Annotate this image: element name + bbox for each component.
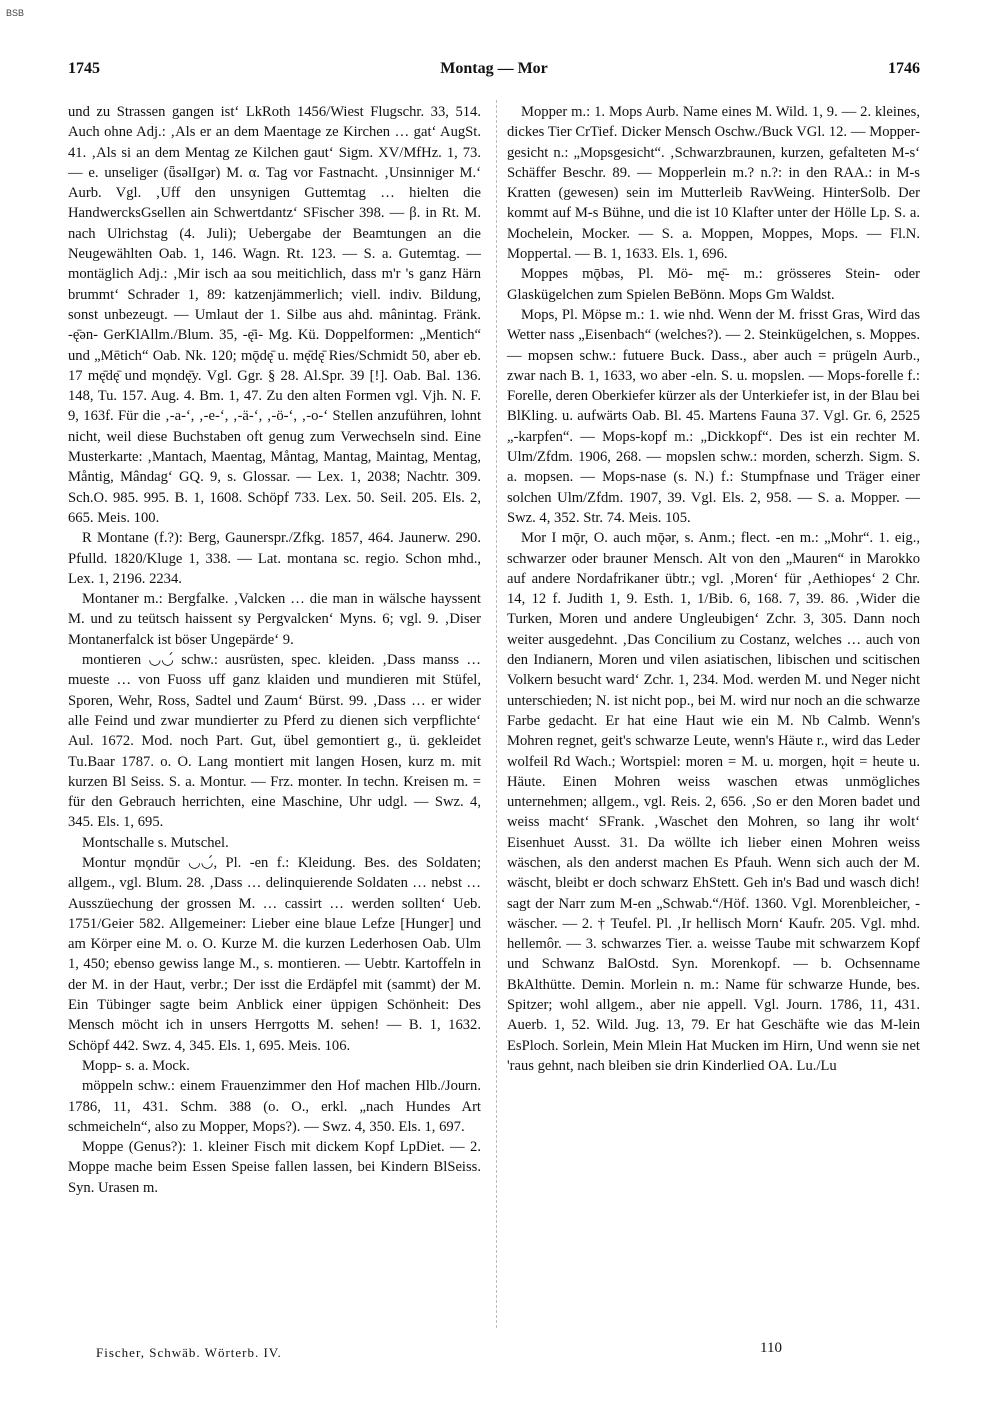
entry-montaner: Montaner m.: Bergfalke. ‚Valcken … die man in wälsche hayssent M. und zu teütsch haissent sy Pergvalcken‘ Myns. 6; vgl. 9. ‚Diser Montanerfalck ist böser Ungepärde‘ 9. <box>68 591 481 648</box>
entry-mopp: Mopp- s. a. Mock. <box>82 1057 190 1074</box>
sheet-number: 110 <box>760 1340 782 1356</box>
entry-moppes: Moppes mǭbǝs, Pl. Mö- mę̄- m.: grösseres Stein- oder Glaskügelchen zum Spielen BeBönn. Mops Gm Waldst. <box>507 266 920 303</box>
entry-moppe: Moppe (Genus?): 1. kleiner Fisch mit dickem Kopf LpDiet. — 2. Moppe mache beim Essen Speise fallen lassen, bei Kindern BlSeiss. Syn. Urasen m. <box>68 1139 481 1196</box>
entry-mor: Mor I mǭr, O. auch mǭǝr, s. Anm.; flect. -en m.: „Mohr“. 1. eig., schwarzer oder brauner Mensch. Alt von den „Mauren“ in Marokko auf andere Nordafrikaner übtr.; vgl. ‚Moren‘ für ‚Aethiopes‘ 2 Chr. 14, 12 f. Judith 1, 9. Esth. 1, 1/Bib. 6, 168. 7, 39. 86. ‚Wider die Turken, Moren und andere Ungleubigen‘ Zchr. 3, 305. Dann noch weiter ausgedehnt. ‚Das Concilium zu Costanz, welches … auch von den Indianern, Moren und vilen asiatischen, libischen und scitischen Volkern besucht ward‘ Zchr. 1, 234. Mod. werden M. und Neger nicht unterschieden; N. ist nicht pop., bei M. wird nur noch an die schwarze Farbe gedacht. Er hat eine Haut wie ein M. Nb Calmb. Wenn's Mohren regnet, geit's schwarze Leute, wenn's Häute r., wird das Leder wolfeil Rd Wach.; Wortspiel: moren = M. u. morgen, hǫit = heute u. Häute. Einen Mohren weiss waschen etwas unmögliches unternehmen; allgem., vgl. Reis. 2, 656. ‚So er den Moren badet und weiss macht‘ SFrank. ‚Waschet den Mohren, so lang ihr wolt‘ Eisenhuet Ausst. 31. Da wöllte ich lieber einen Mohren weiss wäschen, als den anderst machen Es Pfauh. Wenn sich auch der M. wäscht, bleibt er doch schwarz EhStett. Geh in's Bad und wasch dich! sagt der Narr zum M-en „Schwab.“/Höf. 1360. Vgl. Morenbleicher, -wäscher. — 2. † Teufel. Pl. ‚Ir hellisch Morn‘ Kaufr. 205. Vgl. mhd. hellemôr. — 3. schwarzes Tier. a. weisse Taube mit schwarzem Kopf und Schwanz BalOstd. Syn. Morenkopf. — b. Ochsenname BkAlthütte. Demin. Morlein n. m.: Name für schwarze Hunde, bes. Spitzer; wohl allgem., aber nie appell. Vgl. Journ. 1786, 11, 431. Auerb. 1, 52. Wild. Jug. 13, 79. Er hat Geschäfte wie das M-lein EsPloch. Sorlein, Mein Mlein Hat Mucken im Hirn, Und wenn sie net 'raus gehnt, nach bleiben sie drin Kinderlied OA. Lu./Lu <box>507 530 920 1074</box>
column-divider <box>496 100 497 1328</box>
right-column <box>507 102 920 1076</box>
entry-montane: R Montane (f.?): Berg, Gaunerspr./Zfkg. 1857, 464. Jaunerw. 290. Pfulld. 1820/Kluge 1, 338. — Lat. montana sc. regio. Schon mhd., Lex. 1, 2196. 2234. <box>68 530 481 587</box>
page-number-left: 1745 <box>68 60 100 77</box>
running-title: Montag — Mor <box>440 60 548 77</box>
entry-montschalle: Montschalle s. Mutschel. <box>82 834 229 851</box>
entry-montur: Montur mǫndūr ◡◡́, Pl. -en f.: Kleidung. Bes. des Soldaten; allgem., vgl. Blum. 28. ‚Dass … delinquierende Soldaten … nebst … Ausszüechung der grossen M. … cassirt … werden sollten‘ Ueb. 1751/Geier 582. Allgemeiner: Lieber eine blaue Lefze [Hunger] und am Körper eine M. o. O. Kurze M. die kurzen Lederhosen Oab. Ulm 1, 450; ebenso gewiss lange M., s. montieren. — Uebtr. Kartoffeln in der M. in der Haut, verbr.; Der isst die Erdäpfel mit (sammt) der M. Ein Tübinger sagte beim Anblick einer üppigen Schönheit: Des Mensch möcht ich in unsers Herrgotts M. sehen! — B. 1, 1632. Schöpf 442. Swz. 4, 345. Els. 1, 695. Meis. 106. <box>68 854 481 1054</box>
entry-moeppeln: möppeln schw.: einem Frauenzimmer den Hof machen Hlb./Journ. 1786, 11, 431. Schm. 388 (o. O., erkl. „nach Hundes Art schmeicheln“, also zu Mopper, Mops?). — Swz. 4, 350. Els. 1, 697. <box>68 1078 481 1135</box>
entry-montag-continued: und zu Strassen gangen ist‘ LkRoth 1456/Wiest Flugschr. 33, 514. Auch ohne Adj.: ‚Als er an dem Maentage ze Kirchen … gat‘ AugSt. 41. ‚Als si an dem Mentag ze Kilchen gaut‘ Sigm. XV/MfHz. 1, 73. — e. unseliger (ǖsǝlIgǝr) M. α. Tag vor Fastnacht. ‚Unsinniger M.‘ Aurb. Vgl. ‚Uff den unsynigen Guttemtag … hielten die HandwercksGsellen ain Schwertdantz‘ SFischer 398. — β. in Rt. M. nach Ulrichstag (4. Juli); Uebergabe der Beamtungen an die Neugewählten Oab. 1, 146. Wagn. Rt. 123. — S. a. Gutemtag. — montäglich Adj.: ‚Mir isch aa sou meitichlich, dass m'r 's ganz Härn brummt‘ Schrader 1, 89: katzenjämmerlich; viell. indiv. Bildung, sonst unbezeugt. — Umlaut der 1. Silbe aus ahd. mânintag. Fränk. -ę̄ǝn- GerKlAllm./Blum. 35, -ę̄i- Mg. Kü. Doppelformen: „Mentich“ und „Mētich“ Oab. Nk. 120; mǭdę̄ u. mę̄dę̄ Ries/Schmidt 50, aber eb. 17 mę̄dę̄ und mǫndę̄y. Vgl. Ggr. § 28. Al.Spr. 39 [!]. Oab. Bal. 136. 148, Tu. 157. Aug. 4. Bm. 1, 47. Zu den alten Formen vgl. Vjh. N. F. 9, 163f. Für die ‚-a-‘, ‚-e-‘, ‚-ä-‘, ‚-ö-‘, ‚-o-‘ Stellen anzuführen, lohnt nicht, weil diese Buchstaben oft genug zum Verwechseln sind. Eine Musterkarte: ‚Mantach, Maentag, Måntag, Mantag, Maintag, Mentag, Måntig, Mândag‘ GQ. 9, s. Glossar. — Lex. 1, 2038; Nachtr. 309. Sch.O. 985. 995. B. 1, 1608. Schöpf 733. Lex. 50. Seil. 205. Els. 2, 665. Meis. 100. <box>68 104 481 526</box>
entry-montieren: montieren ◡◡́ schw.: ausrüsten, spec. kleiden. ‚Dass manss … mueste … von Fuoss uff ganz klaiden und mundieren mit Stüfel, Sporen, Wehr, Ross, Sadtel und Zaum‘ Bürst. 99. ‚Dass … er wider alle Feind und zwar mundierter zu Pferd zu dienen sich verpflichte‘ Aul. 1672. Mod. noch Part. Gut, übel gemontiert g., ü. gekleidet Tu.Baar 1787. o. O. Lang montiert mit langen Hosen, kurz m. mit kurzen Bl Seiss. S. a. Montur. — Frz. monter. In techn. Kreisen m. = für den Gebrauch herrichten, eine Maschine, Uhr udgl. — Swz. 4, 345. Els. 1, 695. <box>68 652 481 831</box>
left-column <box>68 102 481 1198</box>
entry-mopper: Mopper m.: 1. Mops Aurb. Name eines M. Wild. 1, 9. — 2. kleines, dickes Tier CrTief. Dicker Mensch Oschw./Buck VGl. 12. — Mopper-gesicht n.: „Mopsgesicht“. ‚Schwarzbraunen, kurzen, gefalteten M-s‘ Schäffer Beschr. 89. — Mopperlein m.? n.?: in den RAA.: in M-s Kratten (gewesen) sein im Mutterleib RavWeing. HinterSolb. Der kommt auf M-s Bühne, und die ist 10 Klafter unter der Hölle Lp. S. a. Mochelein, Mocker. — S. a. Moppen, Moppes, Mops. — Fl.N. Moppertal. — B. 1, 1633. Els. 1, 696. <box>507 104 920 263</box>
entry-mops: Mops, Pl. Möpse m.: 1. wie nhd. Wenn der M. frisst Gras, Wird das Wetter nass „Eisenbach“ (welches?). — 2. Steinkügelchen, s. Moppes. — mopsen schw.: futuere Buck. Dass., aber auch = prügeln Aurb., zwar nach B. 1, 1633, wo aber -eln. S. u. mopslen. — Mops-forelle f.: Forelle, deren Oberkiefer kürzer als der Unterkiefer ist, in der Blau bei BlKling. u. aufwärts Oab. Bl. 45. Martens Fauna 37. Vgl. Gr. 6, 2525 „-karpfen“. — Mops-kopf m.: „Dickkopf“. Des ist ein rechter M. Ulm/Zfdm. 1906, 268. — mopslen schw.: morden, scherzh. Sigm. S. a. mopsen. — Mops-nase (s. N.) f.: Stumpfnase und Träger einer solchen Ulm/Zfdm. 1907, 39. Vgl. Els. 2, 958. — S. a. Mopper. — Swz. 4, 352. Str. 74. Meis. 105. <box>507 306 920 526</box>
page-number-right: 1746 <box>888 60 920 77</box>
library-stamp: BSB <box>6 8 25 18</box>
footer-source: Fischer, Schwäb. Wörterb. IV. <box>96 1345 282 1360</box>
page-header <box>68 60 920 84</box>
